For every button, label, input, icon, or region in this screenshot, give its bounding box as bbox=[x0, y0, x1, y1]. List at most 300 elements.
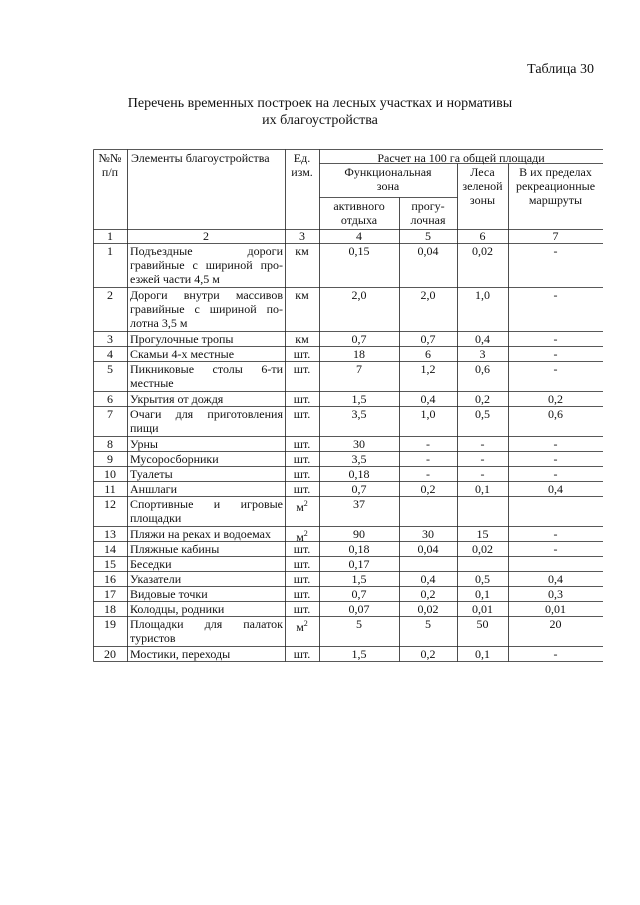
row-unit bbox=[285, 602, 319, 616]
row-walking bbox=[399, 467, 457, 481]
row-unit bbox=[285, 452, 319, 466]
row-number bbox=[93, 602, 127, 616]
row-unit-line: км bbox=[295, 332, 309, 346]
row-forest bbox=[457, 647, 508, 661]
row-name bbox=[130, 572, 283, 586]
row-forest-line: 0,02 bbox=[472, 244, 493, 258]
row-active bbox=[319, 617, 399, 631]
row-number bbox=[93, 542, 127, 556]
row-walking bbox=[399, 362, 457, 376]
row-active-line: 1,5 bbox=[351, 572, 367, 586]
row-active bbox=[319, 557, 399, 571]
header-index bbox=[399, 229, 457, 243]
header-forest-line: Леса bbox=[470, 165, 495, 179]
row-name-line: Аншлаги bbox=[130, 482, 177, 496]
row-walking-line: 6 bbox=[425, 347, 431, 361]
row-number-line: 20 bbox=[104, 647, 116, 661]
row-walking-line: 0,04 bbox=[417, 542, 439, 556]
row-number-line: 9 bbox=[107, 452, 113, 466]
row-route-line: - bbox=[553, 437, 558, 451]
header-recreation-line: маршруты bbox=[528, 193, 583, 207]
row-number-line: 7 bbox=[107, 407, 113, 421]
row-forest-line: - bbox=[480, 467, 485, 481]
row-unit-line: шт. bbox=[293, 542, 311, 556]
row-number bbox=[93, 572, 127, 586]
header-index bbox=[285, 229, 319, 243]
row-active-line: 90 bbox=[353, 527, 365, 541]
row-active-line: 1,5 bbox=[351, 647, 367, 661]
row-number bbox=[93, 557, 127, 571]
header-index-line: 4 bbox=[356, 229, 362, 243]
row-unit bbox=[285, 617, 319, 634]
row-active bbox=[319, 527, 399, 541]
row-route-line: - bbox=[553, 332, 558, 346]
row-active-line: 1,5 bbox=[351, 392, 367, 406]
row-walking bbox=[399, 542, 457, 556]
header-calc-line: Расчет на 100 га общей площади bbox=[377, 151, 545, 165]
row-name bbox=[130, 557, 283, 571]
row-number-line: 12 bbox=[104, 497, 116, 511]
row-walking bbox=[399, 482, 457, 496]
row-active-line: 0,7 bbox=[351, 482, 367, 496]
row-route-line: - bbox=[553, 452, 558, 466]
row-active-line: 0,17 bbox=[348, 557, 370, 571]
row-route-line: - bbox=[553, 467, 558, 481]
row-active bbox=[319, 572, 399, 586]
row-forest-line: 15 bbox=[476, 527, 489, 541]
row-active bbox=[319, 392, 399, 406]
row-walking-line: 0,4 bbox=[420, 392, 436, 406]
row-active-line: 0,7 bbox=[351, 587, 367, 601]
row-route bbox=[508, 244, 603, 258]
unit-superscript: 2 bbox=[303, 529, 308, 538]
row-forest bbox=[457, 617, 508, 631]
row-name bbox=[130, 244, 283, 286]
row-number bbox=[93, 332, 127, 346]
row-forest bbox=[457, 527, 508, 541]
row-active-line: 3,5 bbox=[351, 452, 367, 466]
row-active bbox=[319, 587, 399, 601]
row-walking bbox=[399, 587, 457, 601]
row-unit-line: шт. bbox=[293, 452, 311, 466]
row-route bbox=[508, 542, 603, 556]
header-unit-line: изм. bbox=[291, 165, 313, 179]
row-name bbox=[130, 647, 283, 661]
row-forest-line: 0,5 bbox=[475, 407, 490, 421]
row-number-line: 4 bbox=[107, 347, 113, 361]
header-index-line: 1 bbox=[107, 229, 113, 243]
row-number bbox=[93, 497, 127, 511]
row-walking bbox=[399, 572, 457, 586]
row-name bbox=[130, 392, 283, 406]
row-name-line: Площадки для палаток bbox=[130, 617, 283, 631]
row-number bbox=[93, 467, 127, 481]
row-unit bbox=[285, 467, 319, 481]
table-number: Таблица 30 bbox=[527, 62, 594, 77]
row-number-line: 5 bbox=[107, 362, 113, 376]
row-active-line: 0,7 bbox=[351, 332, 367, 346]
row-name-line: Беседки bbox=[130, 557, 172, 571]
row-unit bbox=[285, 407, 319, 421]
row-active-line: 0,15 bbox=[348, 244, 370, 258]
row-route-line: 0,3 bbox=[548, 587, 563, 601]
row-unit bbox=[285, 542, 319, 556]
row-name-line: площадки bbox=[130, 511, 182, 525]
row-route-line: 20 bbox=[549, 617, 562, 631]
row-unit bbox=[285, 647, 319, 661]
row-walking bbox=[399, 392, 457, 406]
row-number bbox=[93, 437, 127, 451]
row-name-line: Туалеты bbox=[130, 467, 173, 481]
row-route bbox=[508, 647, 603, 661]
row-active bbox=[319, 467, 399, 481]
row-name-line: Спортивные и игровые bbox=[130, 497, 283, 511]
row-name bbox=[130, 332, 283, 346]
header-unit-line: Ед. bbox=[293, 151, 311, 165]
row-walking-line: 1,0 bbox=[420, 407, 436, 421]
row-name-line: Подъездные дороги bbox=[130, 244, 283, 258]
header-calc bbox=[319, 151, 603, 165]
header-forest-line: зоны bbox=[469, 193, 496, 207]
row-forest-line: 3 bbox=[479, 347, 486, 361]
row-active bbox=[319, 332, 399, 346]
row-walking bbox=[399, 347, 457, 361]
row-unit-line: шт. bbox=[293, 587, 311, 601]
row-name-line: лотна 3,5 м bbox=[130, 316, 188, 330]
row-number-line: 10 bbox=[104, 467, 116, 481]
row-unit bbox=[285, 392, 319, 406]
row-active-line: 5 bbox=[356, 617, 362, 631]
row-unit-line: $м^2$ bbox=[296, 529, 308, 544]
header-walking bbox=[399, 199, 457, 227]
row-active bbox=[319, 244, 399, 258]
row-active-line: 2,0 bbox=[351, 288, 367, 302]
row-active bbox=[319, 542, 399, 556]
row-name bbox=[130, 542, 283, 556]
row-walking bbox=[399, 602, 457, 616]
row-name bbox=[130, 347, 283, 361]
row-number bbox=[93, 617, 127, 631]
row-walking-line: - bbox=[426, 437, 430, 451]
row-route-line: 0,2 bbox=[548, 392, 563, 406]
row-unit bbox=[285, 437, 319, 451]
row-route-line: - bbox=[553, 542, 558, 556]
row-name-line: Видовые точки bbox=[130, 587, 208, 601]
row-number bbox=[93, 647, 127, 661]
row-forest-line: 0,02 bbox=[472, 542, 493, 556]
row-number bbox=[93, 587, 127, 601]
row-active bbox=[319, 497, 399, 511]
row-unit-line: шт. bbox=[293, 392, 311, 406]
row-number-line: 16 bbox=[104, 572, 116, 586]
row-active-line: 18 bbox=[353, 347, 365, 361]
row-route bbox=[508, 482, 603, 496]
row-name bbox=[130, 467, 283, 481]
row-number-line: 6 bbox=[107, 392, 113, 406]
row-walking bbox=[399, 244, 457, 258]
row-route bbox=[508, 347, 603, 361]
row-walking bbox=[399, 647, 457, 661]
row-number-line: 11 bbox=[104, 482, 116, 496]
row-walking bbox=[399, 332, 457, 346]
header-index bbox=[127, 229, 285, 243]
row-forest-line: 0,6 bbox=[475, 362, 490, 376]
row-name bbox=[130, 617, 283, 645]
row-name bbox=[130, 437, 283, 451]
header-forest-line: зеленой bbox=[462, 179, 503, 193]
row-name-line: Мусоросборники bbox=[130, 452, 219, 466]
header-index bbox=[457, 229, 508, 243]
row-unit-line: $м^2$ bbox=[296, 499, 308, 514]
row-unit bbox=[285, 557, 319, 571]
row-route bbox=[508, 617, 603, 631]
row-forest-line: 0,01 bbox=[472, 602, 493, 616]
row-active bbox=[319, 288, 399, 302]
row-name-line: гравийные с шириной про- bbox=[130, 258, 283, 272]
row-forest bbox=[457, 392, 508, 406]
row-name-line: Пляжные кабины bbox=[130, 542, 220, 556]
row-number-line: 14 bbox=[104, 542, 116, 556]
header-recreation-line: рекреационные bbox=[515, 179, 596, 193]
title-line-2: их благоустройства bbox=[262, 113, 378, 128]
header-num-line: №№ bbox=[98, 151, 122, 165]
row-forest-line: 0,5 bbox=[475, 572, 490, 586]
row-unit-line: шт. bbox=[293, 557, 311, 571]
row-active-line: 7 bbox=[356, 362, 362, 376]
row-route-line: - bbox=[553, 347, 558, 361]
row-route bbox=[508, 587, 603, 601]
row-unit bbox=[285, 497, 319, 514]
header-index-line: 7 bbox=[552, 229, 559, 243]
row-name-line: пищи bbox=[130, 421, 159, 435]
header-func-zone bbox=[319, 165, 457, 193]
row-forest-line: - bbox=[480, 452, 485, 466]
row-unit bbox=[285, 288, 319, 302]
header-unit bbox=[285, 151, 319, 179]
row-name bbox=[130, 407, 283, 435]
row-name bbox=[130, 602, 283, 616]
header-active bbox=[319, 199, 399, 227]
row-number bbox=[93, 244, 127, 258]
row-active bbox=[319, 482, 399, 496]
row-forest-line: - bbox=[480, 437, 485, 451]
header-index-line: 6 bbox=[479, 229, 486, 243]
row-unit-line: шт. bbox=[293, 347, 311, 361]
row-unit-line: шт. bbox=[293, 647, 311, 661]
row-forest bbox=[457, 587, 508, 601]
row-number bbox=[93, 288, 127, 302]
row-route-line: 0,4 bbox=[548, 482, 563, 496]
row-route-line: - bbox=[553, 362, 558, 376]
row-number bbox=[93, 527, 127, 541]
row-route-line: 0,6 bbox=[548, 407, 563, 421]
row-forest bbox=[457, 362, 508, 376]
header-index-line: 3 bbox=[299, 229, 305, 243]
row-forest bbox=[457, 407, 508, 421]
row-forest-line: 0,2 bbox=[475, 392, 490, 406]
row-name-line: Мостики, переходы bbox=[130, 647, 231, 661]
header-elements-line: Элементы благоустройства bbox=[131, 151, 270, 165]
row-number bbox=[93, 482, 127, 496]
row-number-line: 8 bbox=[107, 437, 113, 451]
row-forest-line: 0,4 bbox=[475, 332, 490, 346]
row-route bbox=[508, 452, 603, 466]
header-elements bbox=[131, 151, 283, 165]
header-index bbox=[93, 229, 127, 243]
row-active bbox=[319, 437, 399, 451]
row-route-line: - bbox=[553, 527, 558, 541]
row-route bbox=[508, 332, 603, 346]
header-num-line: п/п bbox=[101, 165, 119, 179]
row-walking-line: 1,2 bbox=[420, 362, 436, 376]
row-unit-line: шт. bbox=[293, 437, 311, 451]
header-func-zone-line: зона bbox=[376, 179, 400, 193]
row-name-line: гравийные с шириной по- bbox=[130, 302, 283, 316]
row-walking bbox=[399, 407, 457, 421]
row-active-line: 3,5 bbox=[351, 407, 367, 421]
row-route-line: - bbox=[553, 244, 558, 258]
row-forest bbox=[457, 602, 508, 616]
header-walking-line: лочная bbox=[410, 213, 446, 227]
row-name bbox=[130, 288, 283, 330]
row-number-line: 18 bbox=[104, 602, 116, 616]
row-forest bbox=[457, 572, 508, 586]
row-number bbox=[93, 347, 127, 361]
page-title bbox=[0, 95, 640, 129]
row-name-line: Пляжи на реках и водоемах bbox=[130, 527, 272, 541]
row-route-line: 0,4 bbox=[548, 572, 563, 586]
row-unit-line: $м^2$ bbox=[296, 619, 308, 634]
row-walking bbox=[399, 288, 457, 302]
header-forest bbox=[457, 165, 508, 207]
row-route bbox=[508, 437, 603, 451]
row-name-line: Скамьи 4-х местные bbox=[130, 347, 235, 361]
row-name-line: езжей части 4,5 м bbox=[130, 272, 220, 286]
header-recreation bbox=[508, 165, 603, 207]
row-route bbox=[508, 392, 603, 406]
row-active bbox=[319, 362, 399, 376]
row-active bbox=[319, 347, 399, 361]
title-line-1: Перечень временных построек на лесных участках и нормативы bbox=[127, 96, 513, 111]
row-name-line: Колодцы, родники bbox=[130, 602, 225, 616]
row-route bbox=[508, 527, 603, 541]
row-name bbox=[130, 452, 283, 466]
row-walking-line: 0,4 bbox=[420, 572, 436, 586]
row-forest bbox=[457, 332, 508, 346]
row-forest-line: 0,1 bbox=[475, 587, 490, 601]
row-route bbox=[508, 362, 603, 376]
row-forest bbox=[457, 244, 508, 258]
row-name-line: Укрытия от дождя bbox=[130, 392, 224, 406]
row-name-line: местные bbox=[130, 376, 174, 390]
header-func-zone-line: Функциональная bbox=[344, 165, 432, 179]
row-active bbox=[319, 602, 399, 616]
row-active bbox=[319, 452, 399, 466]
row-unit-line: км bbox=[295, 288, 309, 302]
row-name bbox=[130, 362, 283, 390]
row-walking bbox=[399, 452, 457, 466]
row-unit-line: шт. bbox=[293, 482, 311, 496]
row-number-line: 3 bbox=[107, 332, 113, 346]
row-name-line: Дороги внутри массивов bbox=[130, 288, 283, 302]
row-number bbox=[93, 362, 127, 376]
row-walking-line: - bbox=[426, 467, 430, 481]
row-name bbox=[130, 497, 283, 525]
row-forest bbox=[457, 482, 508, 496]
row-walking bbox=[399, 527, 457, 541]
row-unit-line: шт. bbox=[293, 467, 311, 481]
row-forest-line: 0,1 bbox=[475, 647, 490, 661]
row-walking-line: 0,2 bbox=[420, 587, 436, 601]
row-name-line: Очаги для приготовления bbox=[130, 407, 283, 421]
row-unit-line: шт. bbox=[293, 602, 311, 616]
row-unit-line: км bbox=[295, 244, 309, 258]
row-unit bbox=[285, 587, 319, 601]
row-number-line: 19 bbox=[104, 617, 116, 631]
row-walking-line: 0,2 bbox=[420, 647, 436, 661]
row-walking-line: - bbox=[426, 452, 430, 466]
row-name bbox=[130, 587, 283, 601]
row-active-line: 0,18 bbox=[348, 467, 370, 481]
row-name-line: туристов bbox=[130, 631, 176, 645]
row-route bbox=[508, 407, 603, 421]
row-forest bbox=[457, 452, 508, 466]
row-name bbox=[130, 527, 283, 541]
row-route bbox=[508, 467, 603, 481]
row-forest bbox=[457, 467, 508, 481]
row-route-line: 0,01 bbox=[545, 602, 566, 616]
header-index-line: 5 bbox=[425, 229, 431, 243]
row-unit bbox=[285, 362, 319, 376]
header-active-line: отдыха bbox=[340, 213, 378, 227]
row-number-line: 13 bbox=[104, 527, 116, 541]
row-route-line: - bbox=[553, 647, 558, 661]
row-name-line: Урны bbox=[130, 437, 158, 451]
row-walking-line: 2,0 bbox=[420, 288, 436, 302]
row-walking-line: 0,2 bbox=[420, 482, 436, 496]
header-index bbox=[319, 229, 399, 243]
row-active bbox=[319, 647, 399, 661]
row-unit-line: шт. bbox=[293, 362, 311, 376]
row-name-line: Прогулочные тропы bbox=[130, 332, 234, 346]
row-number-line: 15 bbox=[104, 557, 116, 571]
header-num bbox=[93, 151, 127, 179]
row-unit bbox=[285, 482, 319, 496]
row-number-line: 17 bbox=[104, 587, 116, 601]
row-forest bbox=[457, 288, 508, 302]
row-unit bbox=[285, 244, 319, 258]
row-number-line: 1 bbox=[107, 244, 113, 258]
row-unit bbox=[285, 572, 319, 586]
row-number bbox=[93, 407, 127, 421]
row-active-line: 0,18 bbox=[348, 542, 370, 556]
row-walking-line: 5 bbox=[425, 617, 431, 631]
row-walking-line: 30 bbox=[422, 527, 434, 541]
row-forest bbox=[457, 437, 508, 451]
row-forest bbox=[457, 347, 508, 361]
row-name-line: Указатели bbox=[130, 572, 182, 586]
header-index bbox=[508, 229, 603, 243]
row-walking-line: 0,7 bbox=[420, 332, 436, 346]
row-number bbox=[93, 392, 127, 406]
row-route bbox=[508, 602, 603, 616]
unit-superscript: 2 bbox=[303, 499, 308, 508]
row-route-line: - bbox=[553, 288, 558, 302]
row-walking bbox=[399, 437, 457, 451]
row-name bbox=[130, 482, 283, 496]
row-walking bbox=[399, 617, 457, 631]
row-active-line: 30 bbox=[353, 437, 365, 451]
